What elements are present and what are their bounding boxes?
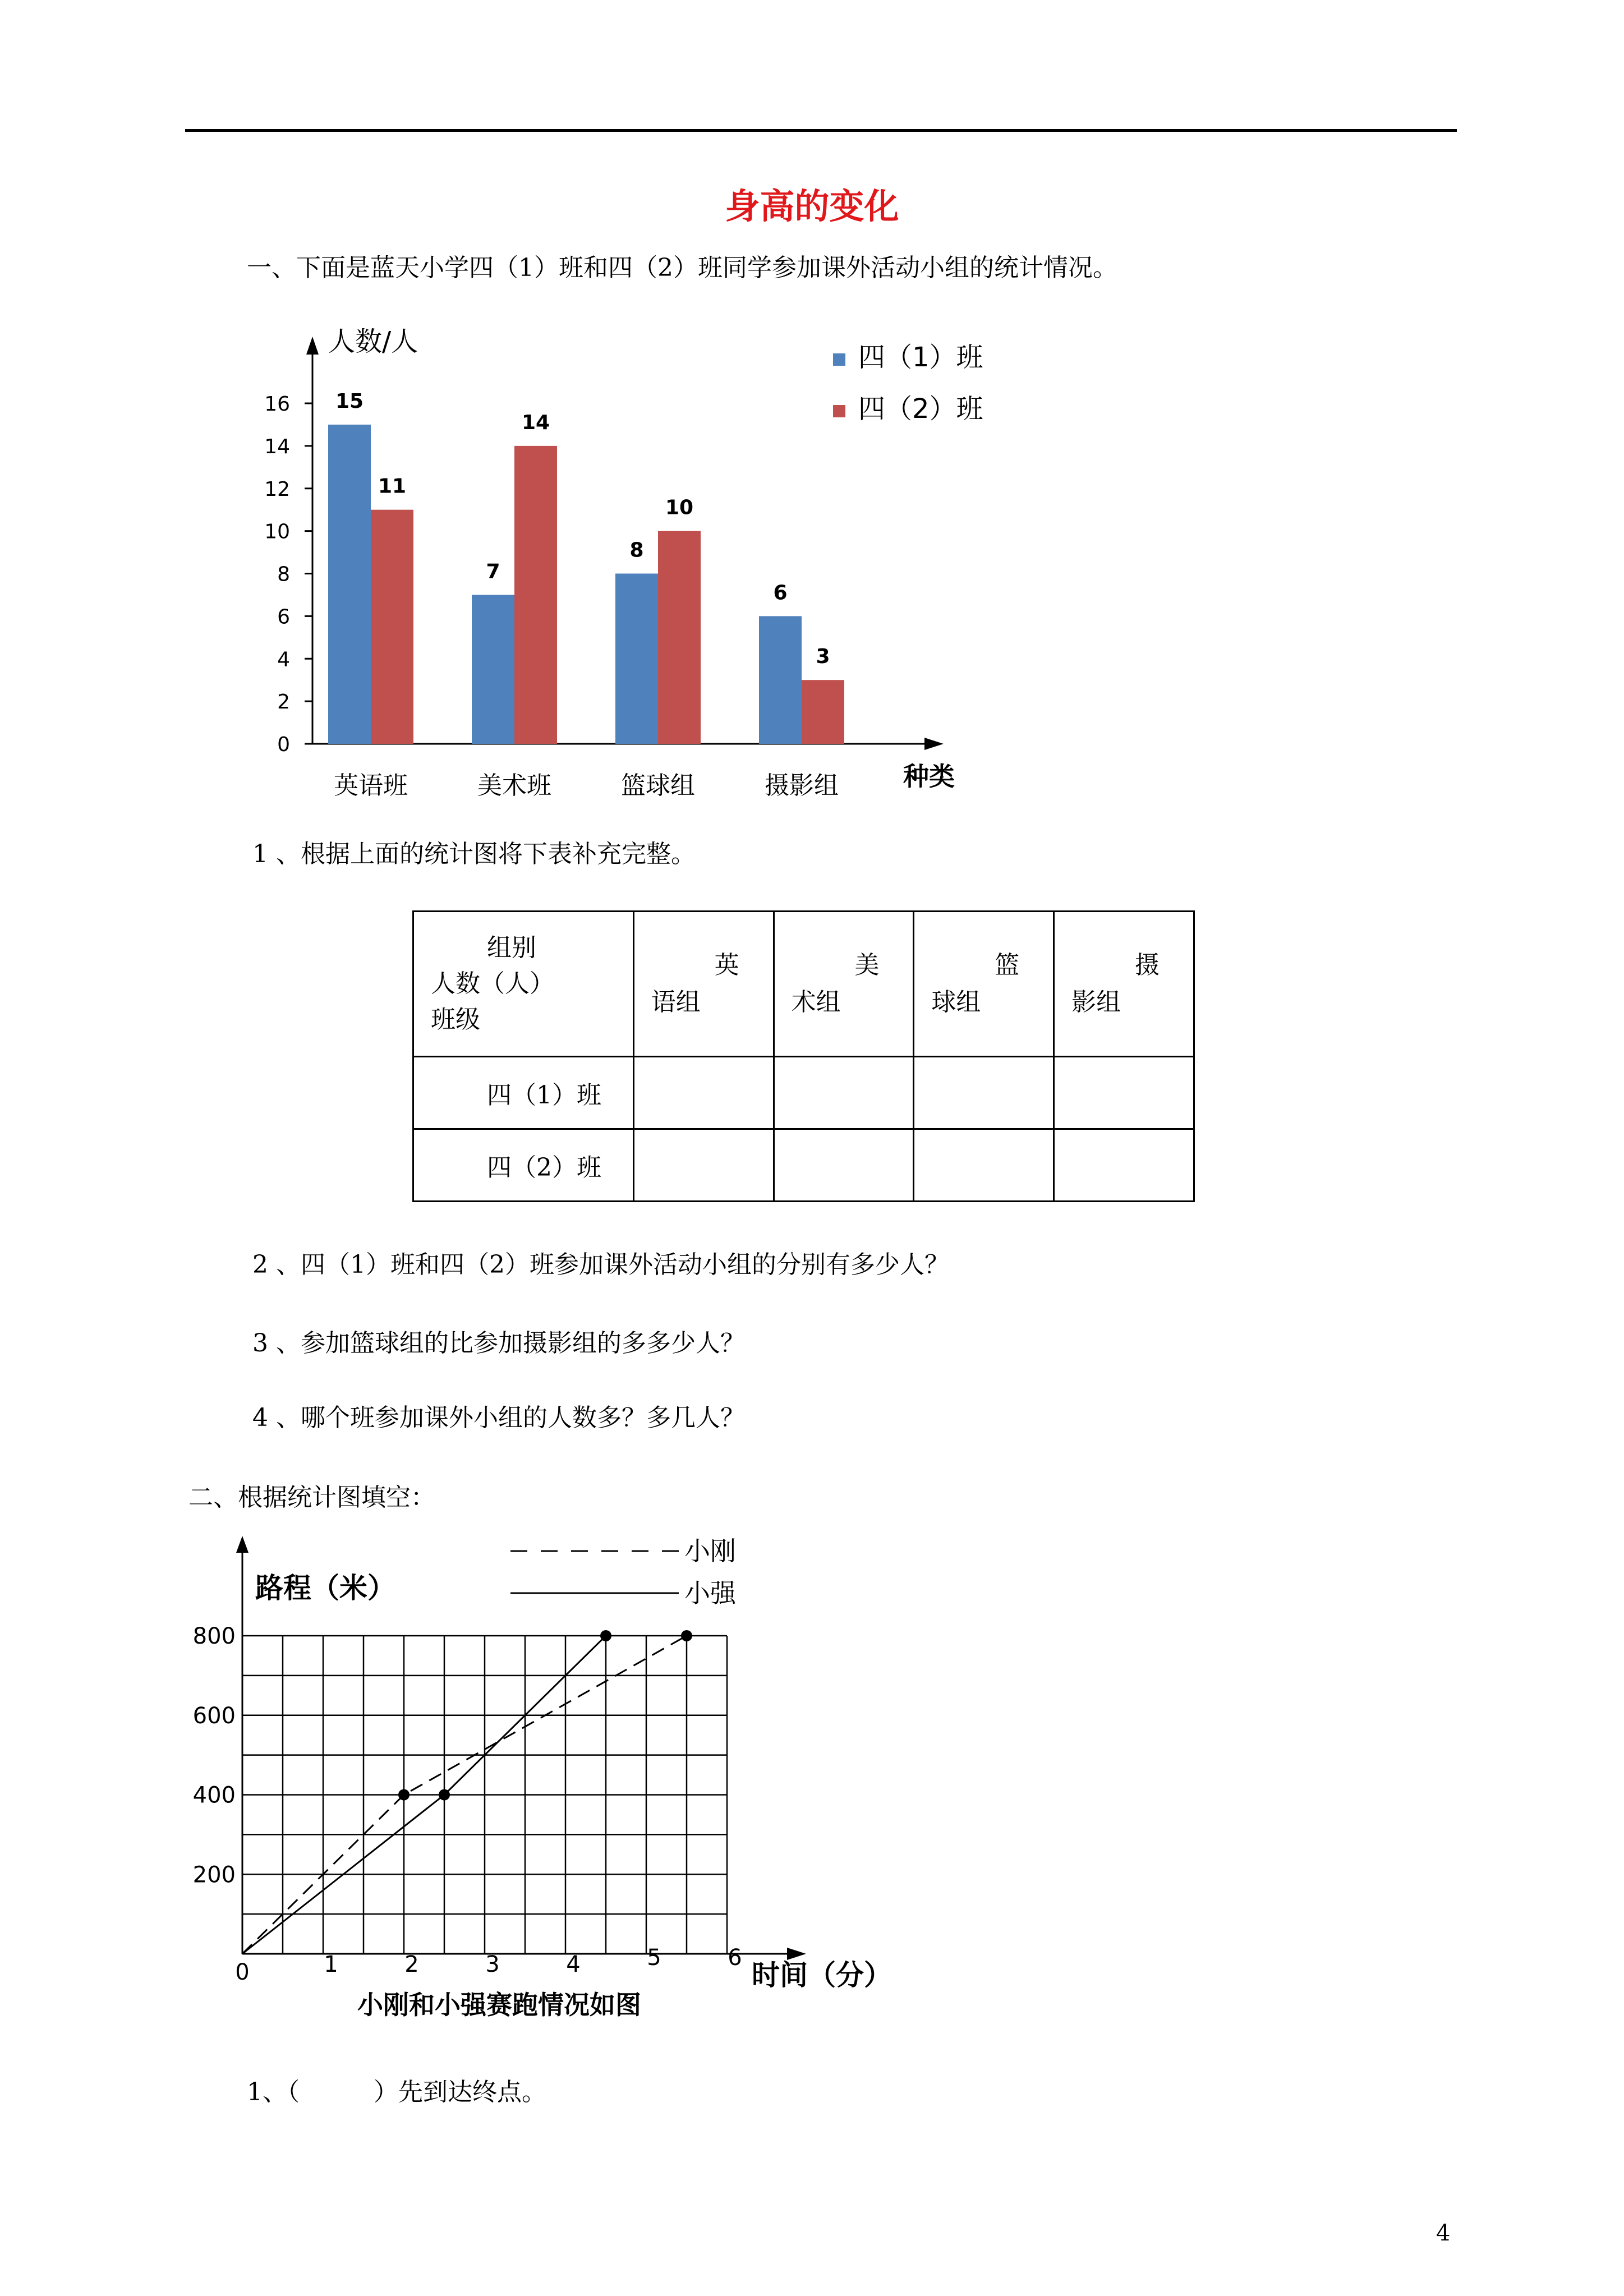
x-tick-label: 3 [485,1952,500,1977]
y-tick-label: 16 [264,393,290,416]
x-tick-label: 4 [566,1952,581,1977]
bar-data-label: 7 [486,560,500,583]
x-tick-label: 英语班 [334,771,408,800]
table-corner-cell [413,912,634,1057]
bar [514,446,557,744]
legend-label: 小强 [684,1578,736,1608]
answer-cell[interactable] [633,1057,774,1129]
y-tick-label: 12 [264,477,290,501]
question-1: 1 、根据上面的统计图将下表补充完整。 [252,840,696,868]
y-tick-label: 2 [277,691,290,714]
table-header-basketball: 篮 球组 [914,912,1054,1057]
bar [472,595,514,744]
header-rule [185,129,1457,132]
bar [802,680,844,744]
table-row [413,1129,1194,1202]
y-tick-label: 600 [192,1703,236,1729]
x-tick-label: 6 [728,1945,742,1971]
x-tick-label: 篮球组 [621,771,695,800]
table-row [413,1057,1194,1129]
legend-label: 小刚 [684,1536,736,1566]
line-chart-axes [193,1536,892,2020]
bar-data-label: 3 [816,645,830,669]
x-tick-label: 1 [324,1952,338,1977]
answer-cell[interactable] [914,1129,1054,1202]
data-point [439,1789,450,1801]
section1-heading: 一、下面是蓝天小学四（1）班和四（2）班同学参加课外活动小组的统计情况。 [247,254,1117,282]
page-title: 身高的变化 [725,186,899,227]
bar-data-label: 11 [378,475,407,498]
page-number: 4 [1436,2220,1451,2246]
question-3: 3 、参加篮球组的比参加摄影组的多多少人？ [252,1329,745,1358]
bar-data-label: 14 [521,411,550,434]
x-tick-label: 美术班 [477,771,551,800]
bar [371,510,413,744]
bar [759,616,802,744]
question-2: 2 、四（1）班和四（2）班参加课外活动小组的分别有多少人？ [252,1250,949,1279]
bar [615,574,658,744]
section2-question-1: 1、（ ）先到达终点。 [247,2078,546,2106]
bar [658,531,701,744]
table-corner-class: 班级 [431,1005,480,1034]
legend-swatch [833,405,845,417]
line-chart-marks [242,1630,692,1954]
y-axis-arrow-icon [306,337,319,355]
y-tick-label: 800 [192,1623,236,1649]
y-axis-arrow-icon [236,1536,249,1553]
bar-data-label: 6 [773,581,788,605]
data-point [398,1789,410,1801]
answer-cell[interactable] [774,1057,914,1129]
answer-cell[interactable] [914,1057,1054,1129]
section2-heading: 二、根据统计图填空： [188,1483,435,1512]
data-point [681,1630,692,1641]
y-tick-label: 400 [192,1782,236,1809]
answer-cell[interactable] [1054,1129,1194,1202]
bar-chart [224,320,1010,813]
x-tick-label: 5 [647,1945,661,1971]
x-tick-label: 0 [235,1959,250,1985]
table-row-label: 四（2）班 [413,1129,634,1202]
x-axis-title: 时间（分） [752,1959,892,1991]
y-tick-label: 200 [192,1862,236,1888]
question-4: 4 、哪个班参加课外小组的人数多？多几人？ [252,1404,745,1432]
fill-in-table [412,910,1195,1202]
y-tick-label: 10 [264,520,290,544]
data-point [600,1630,611,1641]
legend-label: 四（1）班 [858,342,983,373]
x-tick-label: 摄影组 [765,771,839,800]
line-chart-grid [242,1636,727,1954]
x-axis-arrow-icon [787,1948,806,1960]
x-tick-label: 2 [404,1952,419,1977]
x-axis-arrow-icon [924,738,944,750]
chart-title: 小刚和小强赛跑情况如图 [357,1990,641,2020]
y-tick-label: 6 [277,605,290,629]
line-chart-legend [510,1536,737,1608]
y-tick-label: 0 [277,733,290,756]
table-header-english: 英 语组 [633,912,774,1057]
legend-swatch [833,353,845,366]
y-axis-title: 路程（米） [255,1572,395,1604]
line-chart [180,1526,942,2031]
y-tick-label: 8 [277,563,290,586]
table-corner-group: 组别 [487,933,536,962]
table-corner-count: 人数（人） [431,969,554,998]
answer-cell[interactable] [1054,1057,1194,1129]
y-axis-title: 人数/人 [328,326,418,357]
table-header-art: 美 术组 [774,912,914,1057]
table-row-label: 四（1）班 [413,1057,634,1129]
bar-data-label: 10 [665,496,694,519]
bar [328,425,371,744]
table-header-photography: 摄 影组 [1054,912,1194,1057]
answer-cell[interactable] [774,1129,914,1202]
bar-data-label: 15 [335,389,364,413]
y-tick-label: 4 [277,648,290,671]
bar-data-label: 8 [629,539,644,562]
y-tick-label: 14 [264,435,290,458]
bar-chart-marks [328,390,844,744]
legend-label: 四（2）班 [858,393,983,425]
answer-cell[interactable] [633,1129,774,1202]
x-axis-title: 种类 [903,761,955,792]
bar-chart-legend [833,342,983,425]
